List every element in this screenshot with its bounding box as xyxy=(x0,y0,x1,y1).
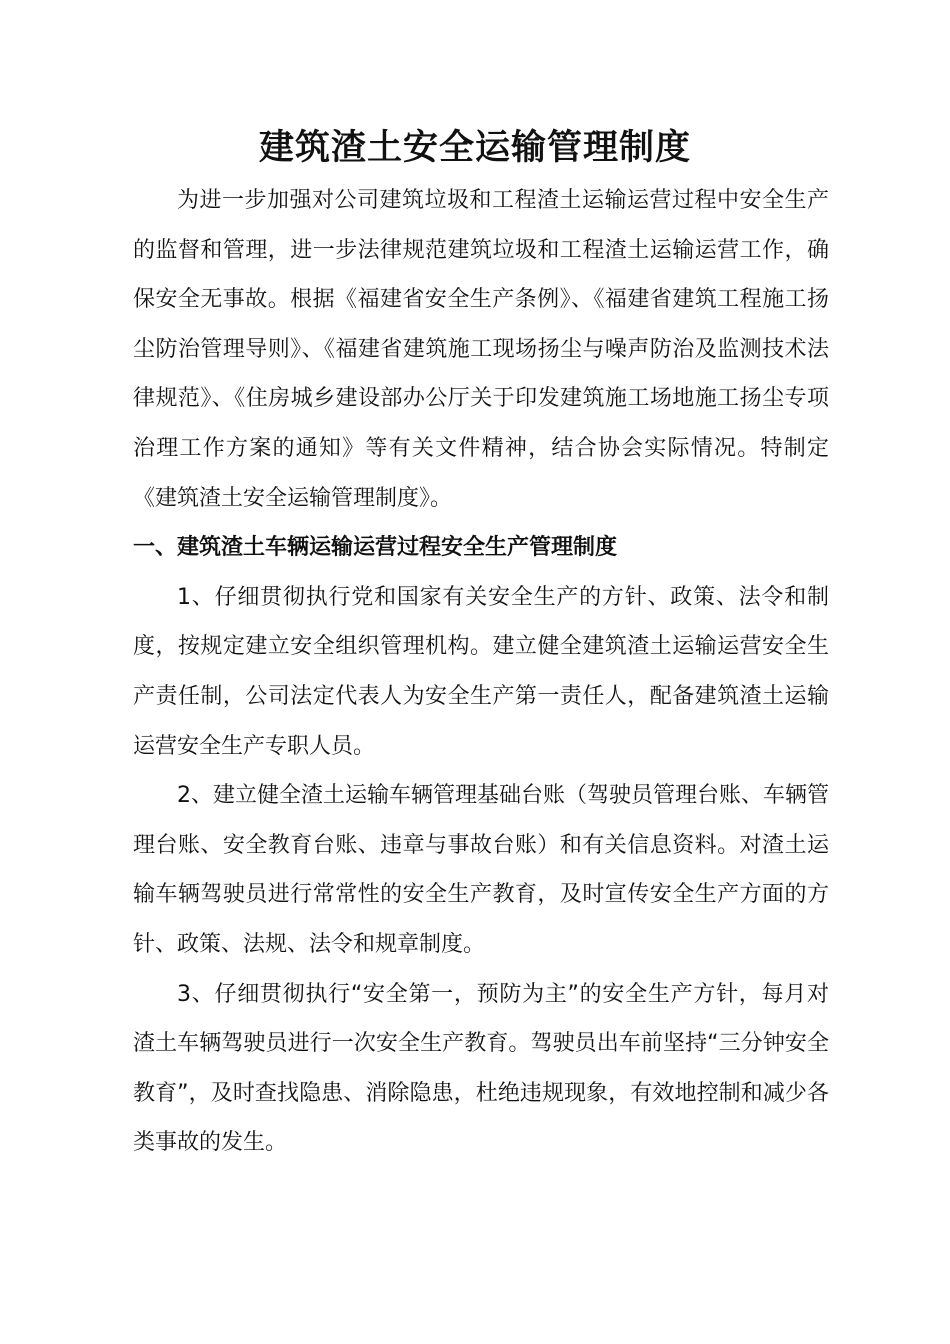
list-item: 3、仔细贯彻执行“安全第一，预防为主”的安全生产方针，每月对渣土车辆驾驶员进行一次安全生产教育。驾驶员出车前坚持“三分钟安全教育”，及时查找隐患、消除隐患，杜绝违规现象，有效地控制和减少各类事故的发生。 xyxy=(133,981,829,1156)
section-heading: 一、建筑渣土车辆运输运营过程安全生产管理制度 xyxy=(133,535,618,561)
list-item: 2、建立健全渣土运输车辆管理基础台账（驾驶员管理台账、车辆管理台账、安全教育台账、违章与事故台账）和有关信息资料。对渣土运输车辆驾驶员进行常常性的安全生产教育，及时宣传安全生产方面的方针、政策、法规、法令和规章制度。 xyxy=(133,783,829,957)
document-title: 建筑渣土安全运输管理制度 xyxy=(258,127,691,168)
intro-paragraph: 为进一步加强对公司建筑垃圾和工程渣土运输运营过程中安全生产的监督和管理，进一步法律规范建筑垃圾和工程渣土运输运营工作，确保安全无事故。根据《福建省安全生产条例》、《福建省建筑工程施工扬尘防治管理导则》、《福建省建筑施工现场扬尘与噪声防治及监测技术法律规范》、《住房城乡建设部办公厅关于印发建筑施工场地施工扬尘专项治理工作方案的通知》等有关文件精神，结合协会实际情况。特制定《建筑渣土安全运输管理制度》。 xyxy=(133,188,829,511)
document-body xyxy=(133,176,829,1168)
list-item: 1、仔细贯彻执行党和国家有关安全生产的方针、政策、法令和制度，按规定建立安全组织管理机构。建立健全建筑渣土运输运营安全生产责任制，公司法定代表人为安全生产第一责任人，配备建筑渣土运输运营安全生产专职人员。 xyxy=(133,584,829,759)
